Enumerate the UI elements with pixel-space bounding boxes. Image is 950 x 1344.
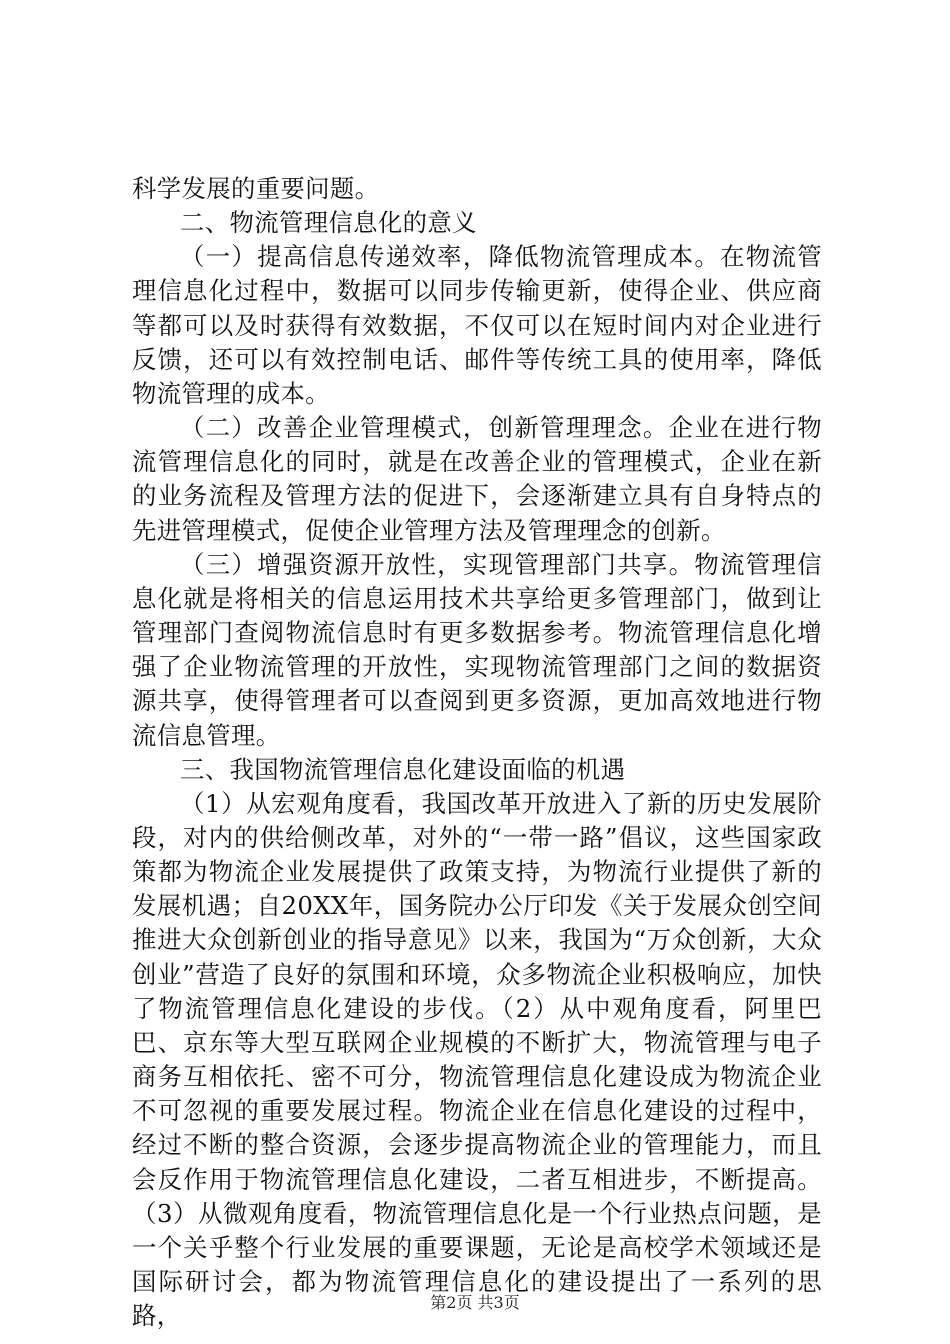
paragraph-point-2: （二）改善企业管理模式，创新管理理念。企业在进行物流管理信息化的同时，就是在改善企业的管理模式，企业在新的业务流程及管理方法的促进下，会逐渐建立具有自身特点的先进管理模式，促使企业管理方法及管理理念的创新。 <box>132 413 822 545</box>
section-heading-2: 二、物流管理信息化的意义 <box>180 208 477 238</box>
paragraph-point-1: （一）提高信息传递效率，降低物流管理成本。在物流管理信息化过程中，数据可以同步传输更新，使得企业、供应商等都可以及时获得有效数据，不仅可以在短时间内对企业进行反馈，还可以有效控制电话、邮件等传统工具的使用率，降低物流管理的成本。 <box>132 242 822 408</box>
paragraph-opportunities: （1）从宏观角度看，我国改革开放进入了新的历史发展阶段，对内的供给侧改革，对外的“一带一路”倡议，这些国家政策都为物流企业发展提供了政策支持，为物流行业提供了新的发展机遇；自20XX年，国务院办公厅印发《关于发展众创空间推进大众创新创业的指导意见》以来，我国为“万众创新，大众创业”营造了良好的氛围和环境，众多物流企业积极响应，加快了物流管理信息化建设的步伐。（2）从中观角度看，阿里巴巴、京东等大型互联网企业规模的不断扩大，物流管理与电子商务互相依托、密不可分，物流管理信息化建设成为物流企业不可忽视的重要发展过程。物流企业在信息化建设的过程中，经过不断的整合资源，会逐步提高物流企业的管理能力，而且会反作用于物流管理信息化建设，二者互相进步，不断提高。（3）从微观角度看，物流管理信息化是一个行业热点问题，是一个关乎整个行业发展的重要课题，无论是高校学术领域还是国际研讨会，都为物流管理信息化的建设提出了一系列的思路， <box>132 788 822 1331</box>
page-number-footer: 第2页 共3页 <box>430 1293 520 1312</box>
paragraph-point-3: （三）增强资源开放性，实现管理部门共享。物流管理信息化就是将相关的信息运用技术共享给更多管理部门，做到让管理部门查阅物流信息时有更多数据参考。物流管理信息化增强了企业物流管理的开放性，实现物流管理部门之间的数据资源共享，使得管理者可以查阅到更多资源，更加高效地进行物流信息管理。 <box>132 549 822 750</box>
document-body <box>132 172 822 1333</box>
paragraph-continuation: 科学发展的重要问题。 <box>132 174 380 203</box>
section-heading-3: 三、我国物流管理信息化建设面临的机遇 <box>180 754 626 784</box>
